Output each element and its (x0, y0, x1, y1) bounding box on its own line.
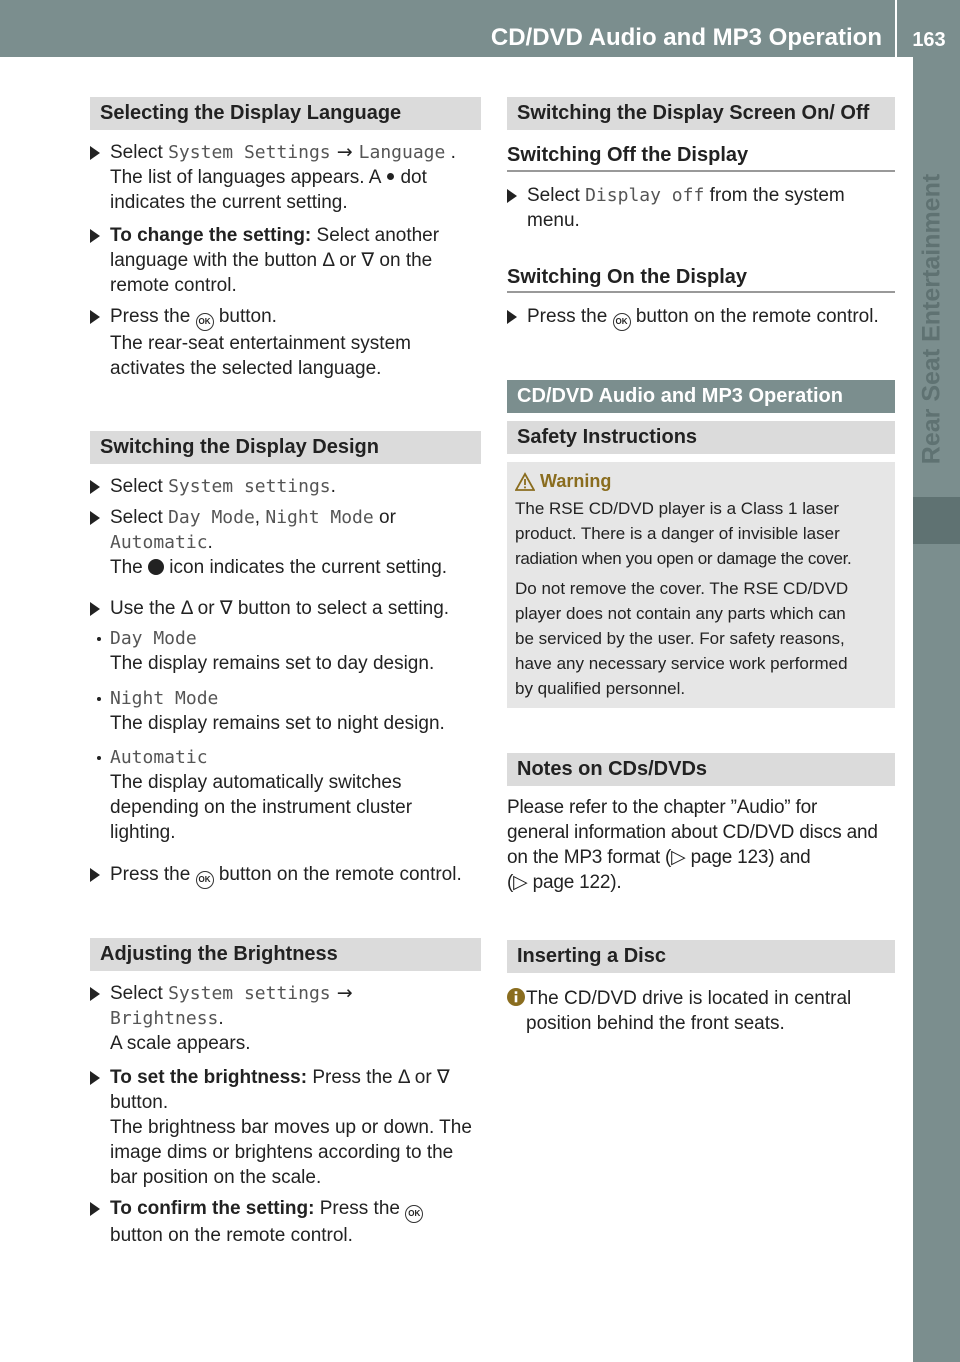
warning-text: be serviced by the user. For safety reasons, (515, 629, 845, 648)
step-text: The (110, 557, 149, 578)
step-text: Select (110, 476, 169, 497)
warning-title-row (515, 468, 715, 494)
step-bold: To set the brightness: (110, 1067, 308, 1088)
step-text: . (445, 142, 456, 163)
warning-text: product. There is a danger of invisible laser (515, 524, 840, 543)
step-text: button on the remote control. (213, 864, 462, 885)
step-text: Press the Δ or ∇ (307, 1067, 450, 1088)
step-press-ok-on (507, 304, 895, 331)
step-use-buttons (90, 596, 481, 621)
step-text: The list of languages appears. A (110, 167, 382, 188)
step-set-brightness (90, 1065, 481, 1190)
step-arrow-icon (507, 189, 517, 203)
step-text: , (254, 507, 266, 528)
step-select-language (90, 140, 481, 215)
step-text: Press the (314, 1198, 406, 1219)
step-arrow-icon (90, 987, 100, 1001)
info-text: The CD/DVD drive is located in central (526, 988, 852, 1009)
step-press-ok (90, 304, 481, 381)
step-text: . (207, 532, 213, 553)
option-day-mode (90, 626, 481, 676)
option-desc: The display remains set to day design. (110, 653, 435, 674)
notes-text: on the MP3 format (▷ page 123) and (507, 847, 811, 868)
info-note (507, 986, 895, 1036)
step-text: . (218, 1008, 224, 1029)
step-text: dot (400, 167, 427, 188)
warning-box (507, 462, 895, 708)
section-heading-insert: Inserting a Disc (507, 940, 895, 973)
warning-paragraph-1 (515, 496, 891, 571)
option-automatic (90, 745, 481, 845)
arrow-symbol: → (330, 141, 359, 163)
notes-text: general information about CD/DVD discs and (507, 822, 878, 843)
menu-code: Automatic (110, 747, 208, 768)
warning-paragraph-2 (515, 576, 891, 701)
warning-text: The RSE CD/DVD player is a Class 1 laser (515, 499, 840, 518)
step-arrow-icon (507, 310, 517, 324)
option-desc: lighting. (110, 822, 176, 843)
step-arrow-icon (90, 146, 100, 160)
subheading-switch-off: Switching Off the Display (507, 144, 749, 166)
step-text: menu. (527, 210, 580, 231)
step-text: from the system (704, 185, 845, 206)
section-heading-language: Selecting the Display Language (90, 97, 481, 130)
step-text: Press the (110, 864, 196, 885)
step-arrow-icon (90, 1071, 100, 1085)
option-desc: The display remains set to night design. (110, 713, 445, 734)
section-heading-cd: CD/DVD Audio and MP3 Operation (507, 380, 895, 413)
step-text: or (373, 507, 396, 528)
step-arrow-icon (90, 1202, 100, 1216)
chapter-marker (913, 497, 960, 544)
step-text: activates the selected language. (110, 358, 382, 379)
step-text: button on the remote control. (630, 306, 879, 327)
option-desc: depending on the instrument cluster (110, 797, 413, 818)
step-text: The rear-seat entertainment system (110, 333, 411, 354)
step-text: button on the remote control. (110, 1225, 353, 1246)
step-select-mode (90, 505, 481, 580)
menu-code: Night Mode (265, 507, 374, 528)
page-header-title: CD/DVD Audio and MP3 Operation (490, 24, 882, 51)
menu-code: Language (358, 142, 446, 163)
step-bold: To change the setting: (110, 225, 312, 246)
menu-code: System settings (168, 983, 331, 1004)
menu-code: Night Mode (110, 688, 219, 709)
section-heading-screen: Switching the Display Screen On/ Off (507, 97, 895, 130)
option-desc: The display automatically switches (110, 772, 402, 793)
step-select-brightness (90, 981, 481, 1056)
divider (507, 170, 895, 172)
step-arrow-icon (90, 229, 100, 243)
step-text: Select (527, 185, 586, 206)
step-arrow-icon (90, 868, 100, 882)
menu-code: Day Mode (110, 628, 197, 649)
warning-text: by qualified personnel. (515, 679, 686, 698)
step-text: button. (110, 1092, 169, 1113)
step-text: indicates the current setting. (110, 192, 348, 213)
chapter-tab (912, 154, 952, 484)
section-heading-design: Switching the Display Design (90, 431, 481, 464)
dot-icon (387, 173, 394, 180)
ok-button-icon: OK (196, 871, 214, 889)
menu-code: Brightness (110, 1008, 219, 1029)
step-text: bar position on the scale. (110, 1167, 322, 1188)
menu-code: System settings (168, 476, 331, 497)
step-text: button. (213, 306, 277, 327)
warning-text: Do not remove the cover. The RSE CD/DVD (515, 579, 849, 598)
step-text: Select (110, 983, 169, 1004)
step-text: . (330, 476, 336, 497)
warning-text: player does not contain any parts which can (515, 604, 846, 623)
header-divider (895, 0, 897, 57)
step-arrow-icon (90, 511, 100, 525)
ok-button-icon: OK (196, 313, 214, 331)
step-display-off (507, 183, 895, 233)
notes-text: Please refer to the chapter ”Audio” for (507, 797, 818, 818)
section-heading-notes: Notes on CDs/DVDs (507, 753, 895, 786)
divider (507, 291, 895, 293)
bullet-icon (97, 697, 101, 701)
step-text: A scale appears. (110, 1033, 251, 1054)
step-text: Use the Δ or ∇ button to select a setting. (110, 598, 450, 619)
step-arrow-icon (90, 480, 100, 494)
menu-code: Day Mode (168, 507, 255, 528)
info-icon (507, 987, 529, 1009)
section-heading-safety: Safety Instructions (507, 421, 895, 454)
step-text: image dims or brightens according to the (110, 1142, 454, 1163)
step-change-setting (90, 223, 481, 298)
notes-text: (▷ page 122). (507, 872, 622, 893)
step-arrow-icon (90, 310, 100, 324)
step-text: icon indicates the current setting. (164, 557, 448, 578)
bullet-icon (97, 637, 101, 641)
step-text: Select (110, 507, 169, 528)
step-text: Select (110, 142, 169, 163)
page-number: 163 (912, 29, 946, 51)
subheading-switch-on: Switching On the Display (507, 266, 748, 288)
ok-button-icon: OK (613, 313, 631, 331)
step-bold: To confirm the setting: (110, 1198, 315, 1219)
step-text: language with the button Δ or ∇ on the (110, 250, 433, 271)
chapter-tab-label: Rear Seat Entertainment (917, 173, 946, 465)
notes-paragraph (507, 795, 897, 895)
warning-text: radiation when you open or damage the cover. (515, 549, 852, 568)
menu-code: Automatic (110, 532, 208, 553)
warning-triangle-icon (515, 472, 535, 492)
step-confirm-setting (90, 1196, 481, 1248)
warning-text: have any necessary service work performed (515, 654, 848, 673)
step-text: The brightness bar moves up or down. The (110, 1117, 472, 1138)
option-night-mode (90, 686, 481, 736)
step-arrow-icon (90, 602, 100, 616)
arrow-symbol: → (330, 982, 353, 1004)
info-text: position behind the front seats. (526, 1013, 785, 1034)
step-text: Select another (311, 225, 440, 246)
step-press-ok-remote (90, 862, 481, 889)
menu-code: Display off (585, 185, 705, 206)
selected-dot-icon (148, 559, 164, 575)
ok-button-icon: OK (405, 1205, 423, 1223)
step-select-settings (90, 474, 481, 499)
section-heading-brightness: Adjusting the Brightness (90, 938, 481, 971)
menu-code: System Settings (168, 142, 331, 163)
bullet-icon (97, 756, 101, 760)
step-text: Press the (527, 306, 613, 327)
warning-title: Warning (540, 471, 612, 491)
step-text: remote control. (110, 275, 237, 296)
step-text: Press the (110, 306, 196, 327)
